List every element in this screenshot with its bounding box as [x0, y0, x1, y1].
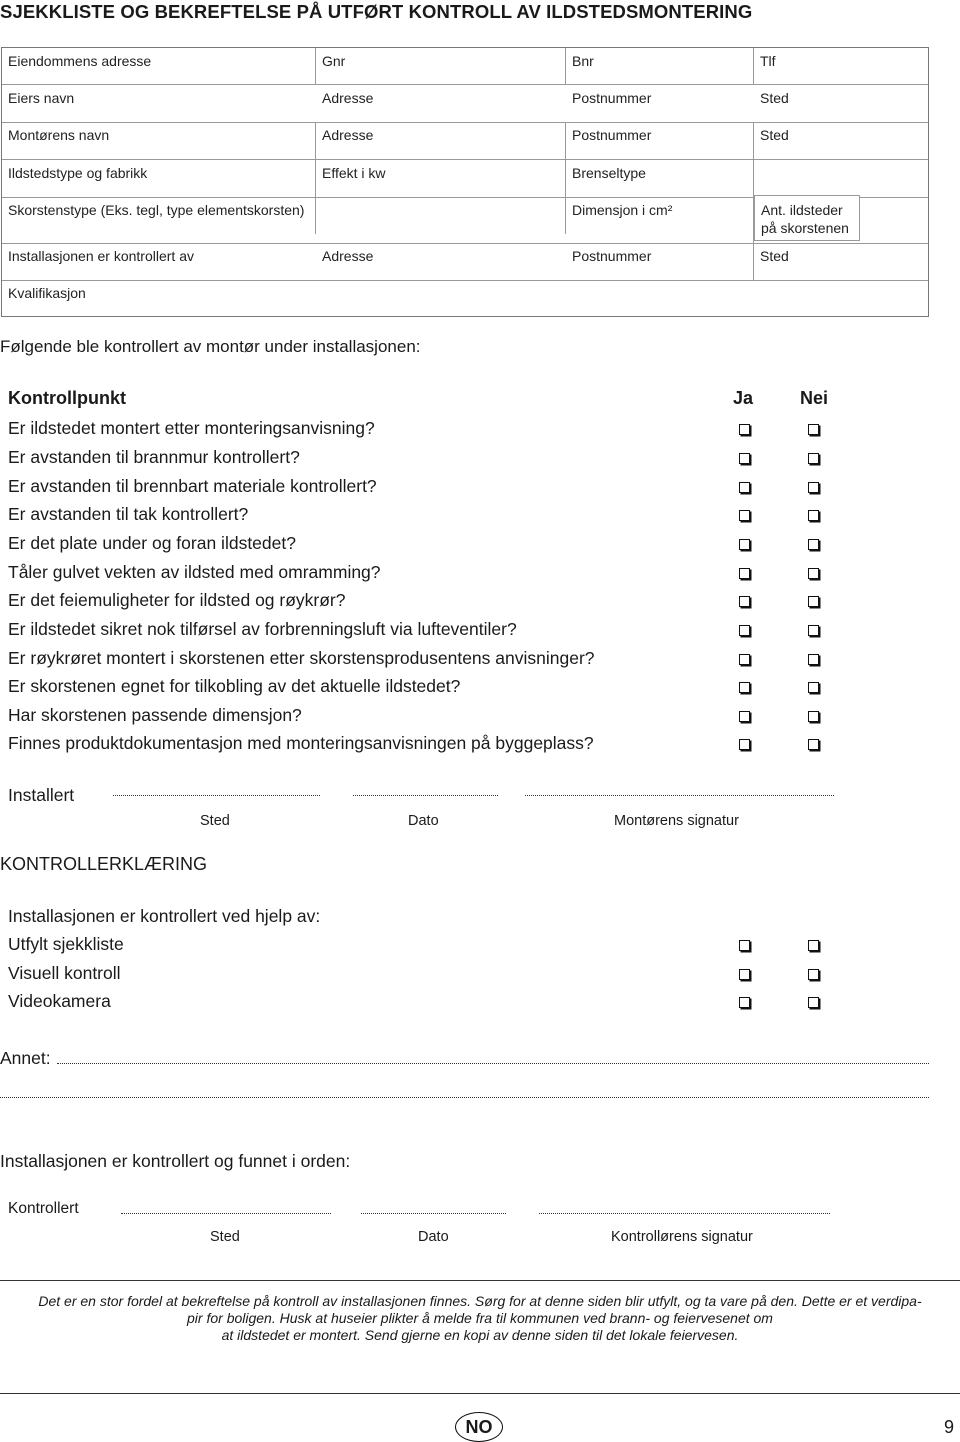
field-kontrollor-postnummer: Postnummer — [572, 248, 652, 264]
field-tlf: Tlf — [760, 53, 776, 69]
language-badge: NO — [455, 1412, 503, 1442]
nei-checkbox[interactable] — [808, 568, 819, 579]
installert-signatur-line[interactable] — [525, 795, 834, 796]
checklist-item: Er det feiemuligheter for ildsted og røykrør? — [8, 590, 346, 610]
nei-checkbox[interactable] — [808, 510, 819, 521]
checklist-item: Er ildstedet montert etter monteringsanvisning? — [8, 418, 375, 438]
installert-dato-line[interactable] — [353, 795, 498, 796]
kontrollert-dato-line[interactable] — [361, 1213, 506, 1214]
info-table — [1, 47, 929, 317]
ja-checkbox[interactable] — [739, 682, 750, 693]
field-kontrollert-av: Installasjonen er kontrollert av — [8, 248, 194, 264]
field-dimensjon: Dimensjon i cm² — [572, 202, 673, 218]
nei-checkbox[interactable] — [808, 482, 819, 493]
checklist-item: Er ildstedet sikret nok tilførsel av forbrenningsluft via lufteventiler? — [8, 619, 517, 639]
installert-sted-caption: Sted — [200, 813, 230, 829]
nei-checkbox[interactable] — [808, 654, 819, 665]
checklist-intro: Følgende ble kontrollert av montør under installasjonen: — [0, 337, 421, 356]
field-montor-adresse: Adresse — [322, 127, 374, 143]
annet-label: Annet: — [0, 1048, 51, 1068]
ja-checkbox[interactable] — [739, 482, 750, 493]
kontrollert-signatur-caption: Kontrollørens signatur — [611, 1229, 753, 1245]
ja-checkbox[interactable] — [739, 596, 750, 607]
nei-checkbox[interactable] — [808, 596, 819, 607]
field-effekt: Effekt i kw — [322, 165, 386, 181]
checklist-item: Er det plate under og foran ildstedet? — [8, 533, 296, 553]
nei-checkbox[interactable] — [808, 969, 819, 980]
checklist-header: Kontrollpunkt — [8, 388, 126, 408]
kontrollert-dato-caption: Dato — [418, 1229, 449, 1245]
ja-checkbox[interactable] — [739, 969, 750, 980]
nei-checkbox[interactable] — [808, 424, 819, 435]
ant-ildsteder-line2: på skorstenen — [761, 220, 849, 236]
page-number: 9 — [944, 1417, 955, 1437]
kontrollert-label: Kontrollert — [8, 1200, 79, 1217]
field-kontrollor-adresse: Adresse — [322, 248, 374, 264]
page-title: SJEKKLISTE OG BEKREFTELSE PÅ UTFØRT KONTROLL AV ILDSTEDSMONTERING — [0, 1, 753, 22]
field-ildstedstype: Ildstedstype og fabrikk — [8, 165, 148, 181]
nei-checkbox[interactable] — [808, 625, 819, 636]
ja-checkbox[interactable] — [739, 453, 750, 464]
ja-checkbox[interactable] — [739, 539, 750, 550]
ja-checkbox[interactable] — [739, 997, 750, 1008]
nei-checkbox[interactable] — [808, 940, 819, 951]
footer-note-line-1: Det er en stor fordel at bekreftelse på kontroll av installasjonen finnes. Sørg for at denne siden blir utfylt, og ta vare på den. Dette er et verdipa- — [38, 1293, 922, 1309]
installert-label: Installert — [8, 785, 75, 805]
field-gnr: Gnr — [322, 53, 346, 69]
ja-checkbox[interactable] — [739, 510, 750, 521]
field-eier-sted: Sted — [760, 90, 789, 106]
ant-ildsteder-line1: Ant. ildsteder — [761, 202, 843, 218]
field-eiendommens-adresse: Eiendommens adresse — [8, 53, 152, 69]
checklist-item: Tåler gulvet vekten av ildsted med omramming? — [8, 562, 381, 582]
checklist-item: Er skorstenen egnet for tilkobling av det aktuelle ildstedet? — [8, 676, 461, 696]
checklist-item: Er avstanden til brennbart materiale kontrollert? — [8, 476, 377, 496]
footer-divider-top — [0, 1280, 960, 1281]
nei-checkbox[interactable] — [808, 739, 819, 750]
footer-note-line-3: at ildstedet er montert. Send gjerne en kopi av denne siden til det lokale feiervesen. — [221, 1327, 739, 1343]
nei-checkbox[interactable] — [808, 453, 819, 464]
method-item: Visuell kontroll — [8, 963, 121, 983]
ja-checkbox[interactable] — [739, 739, 750, 750]
checklist-item: Er røykrøret montert i skorstenen etter skorstensprodusentens anvisninger? — [8, 648, 595, 668]
field-eiers-navn: Eiers navn — [8, 90, 75, 106]
kontrollert-sted-caption: Sted — [210, 1229, 240, 1245]
installert-signatur-caption: Montørens signatur — [614, 813, 739, 829]
field-skorstenstype: Skorstenstype (Eks. tegl, type elementskorsten) — [8, 202, 305, 218]
ja-checkbox[interactable] — [739, 654, 750, 665]
checklist-item: Finnes produktdokumentasjon med monteringsanvisningen på byggeplass? — [8, 733, 594, 753]
checklist-item: Har skorstenen passende dimensjon? — [8, 705, 302, 725]
kontrollerklaering-intro: Installasjonen er kontrollert ved hjelp av: — [8, 906, 321, 926]
field-eier-postnummer: Postnummer — [572, 90, 652, 106]
checklist-item: Er avstanden til brannmur kontrollert? — [8, 447, 300, 467]
nei-checkbox[interactable] — [808, 539, 819, 550]
footer-note-line-2: pir for boligen. Husk at huseier plikter å melde fra til kommunen ved brann- og feiervesenet om — [187, 1310, 773, 1326]
kontrollert-signatur-line[interactable] — [539, 1213, 830, 1214]
field-ant-ildsteder — [754, 195, 860, 241]
footer-divider-bottom — [0, 1393, 960, 1394]
field-montorens-navn: Montørens navn — [8, 127, 110, 143]
field-brenseltype: Brenseltype — [572, 165, 646, 181]
ja-checkbox[interactable] — [739, 424, 750, 435]
field-montor-sted: Sted — [760, 127, 789, 143]
field-montor-postnummer: Postnummer — [572, 127, 652, 143]
ja-checkbox[interactable] — [739, 940, 750, 951]
kontrollerklaering-heading: KONTROLLERKLÆRING — [0, 854, 208, 874]
annet-line-2[interactable] — [0, 1097, 929, 1098]
ja-header: Ja — [733, 388, 754, 408]
installert-sted-line[interactable] — [113, 795, 320, 796]
ja-checkbox[interactable] — [739, 625, 750, 636]
checklist-item: Er avstanden til tak kontrollert? — [8, 504, 249, 524]
nei-checkbox[interactable] — [808, 997, 819, 1008]
field-kvalifikasjon: Kvalifikasjon — [8, 285, 86, 301]
field-eier-adresse: Adresse — [322, 90, 374, 106]
nei-checkbox[interactable] — [808, 682, 819, 693]
ja-checkbox[interactable] — [739, 711, 750, 722]
funnet-i-orden-text: Installasjonen er kontrollert og funnet i orden: — [0, 1151, 351, 1171]
kontrollert-sted-line[interactable] — [121, 1213, 331, 1214]
field-kontrollor-sted: Sted — [760, 248, 789, 264]
nei-header: Nei — [800, 388, 829, 408]
ja-checkbox[interactable] — [739, 568, 750, 579]
method-item: Videokamera — [8, 991, 111, 1011]
method-item: Utfylt sjekkliste — [8, 934, 124, 954]
field-bnr: Bnr — [572, 53, 594, 69]
annet-line-1[interactable] — [57, 1063, 929, 1064]
nei-checkbox[interactable] — [808, 711, 819, 722]
installert-dato-caption: Dato — [408, 813, 439, 829]
